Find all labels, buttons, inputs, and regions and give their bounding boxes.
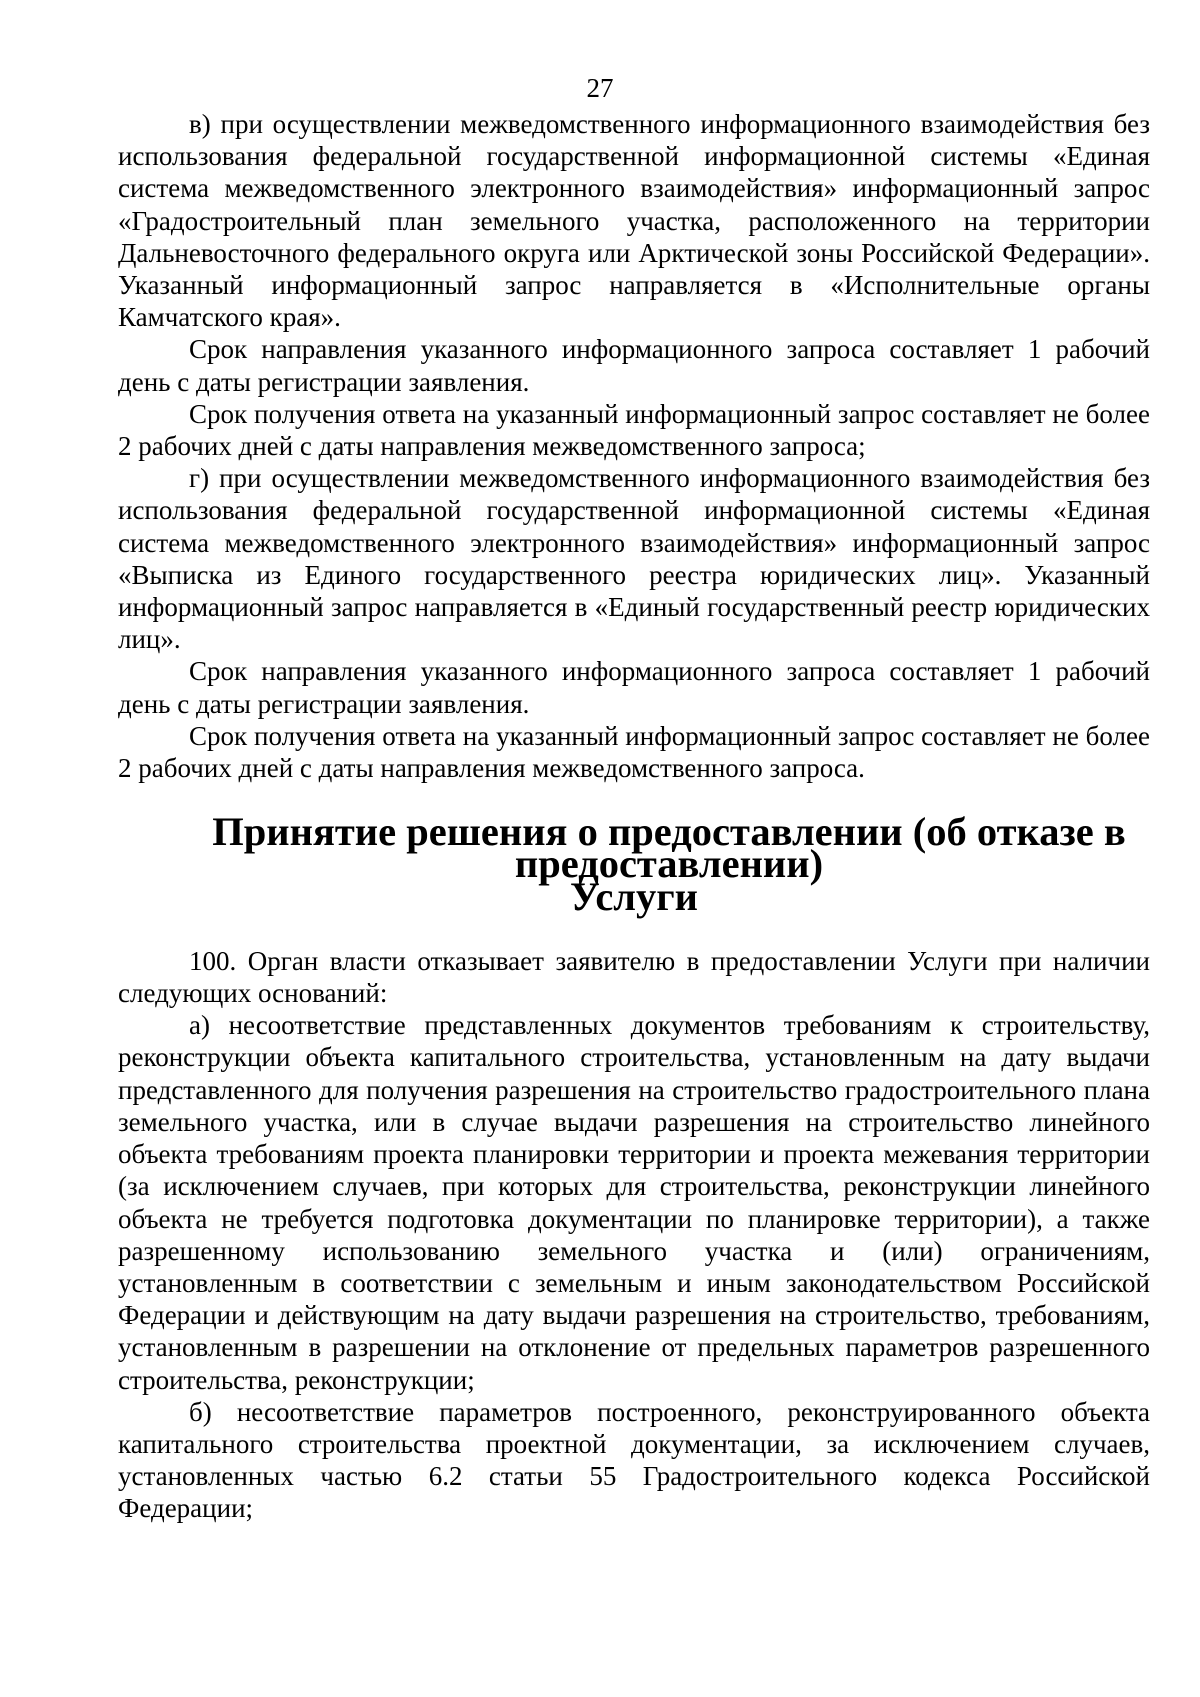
paragraph-item-v: в) при осуществлении межведомственного информационного взаимодействия без использования федеральной государственной информационной системы «Единая система межведомственного электронного взаимодействия» информационный запрос «Градостроительный план земельного участка, расположенного на территории Дальневосточного федерального округа или Арктической зоны Российской Федерации». Указанный информационный запрос направляется в «Исполнительные органы Камчатского края». xyxy=(118,109,1150,333)
paragraph-100: 100. Орган власти отказывает заявителю в предоставлении Услуги при наличии следующих оснований: xyxy=(118,945,1150,1009)
paragraph-request-deadline-2: Срок направления указанного информационного запроса составляет 1 рабочий день с даты регистрации заявления. xyxy=(118,656,1150,719)
section-heading xyxy=(118,809,1150,919)
paragraph-response-deadline: Срок получения ответа на указанный информационный запрос составляет не более 2 рабочих дней с даты направления межведомственного запроса; xyxy=(118,398,1150,462)
page-number: 27 xyxy=(586,73,614,103)
paragraph-item-g: г) при осуществлении межведомственного информационного взаимодействия без использования федеральной государственной информационной системы «Единая система межведомственного электронного взаимодействия» информационный запрос «Выписка из Единого государственного реестра юридических лиц». Указанный информационный запрос направляется в «Единый государственный реестр юридических лиц». xyxy=(118,463,1150,655)
paragraph-item-a: а) несоответствие представленных документов требованиям к строительству, реконструкции объекта капитального строительства, установленным на дату выдачи представленного для получения разрешения на строительство градостроительного плана земельного участка, или в случае выдачи разрешения на строительство линейного объекта требованиям проекта планировки территории и проекта межевания территории (за исключением случаев, при которых для строительства, реконструкции линейного объекта не требуется подготовка документации по планировке территории), а также разрешенному использованию земельного участка и (или) ограничениям, установленным в соответствии с земельным и иным законодательством Российской Федерации и действующим на дату выдачи разрешения на строительство, требованиям, установленным в разрешении на отклонение от предельных параметров разрешенного строительства, реконструкции; xyxy=(118,1010,1150,1395)
document-body xyxy=(118,108,1150,1525)
section-heading-line-1: Принятие решения о предоставлении (об отказе в предоставлении) xyxy=(212,809,1126,887)
paragraph-response-deadline-2: Срок получения ответа на указанный информационный запрос составляет не более 2 рабочих дней с даты направления межведомственного запроса. xyxy=(118,720,1150,784)
section-heading-line-2: Услуги xyxy=(569,873,699,919)
paragraph-item-b: б) несоответствие параметров построенного, реконструированного объекта капитального строительства проектной документации, за исключением случаев, установленных частью 6.2 статьи 55 Градостроительного кодекса Российской Федерации; xyxy=(118,1396,1150,1524)
paragraph-request-deadline: Срок направления указанного информационного запроса составляет 1 рабочий день с даты регистрации заявления. xyxy=(118,334,1150,397)
